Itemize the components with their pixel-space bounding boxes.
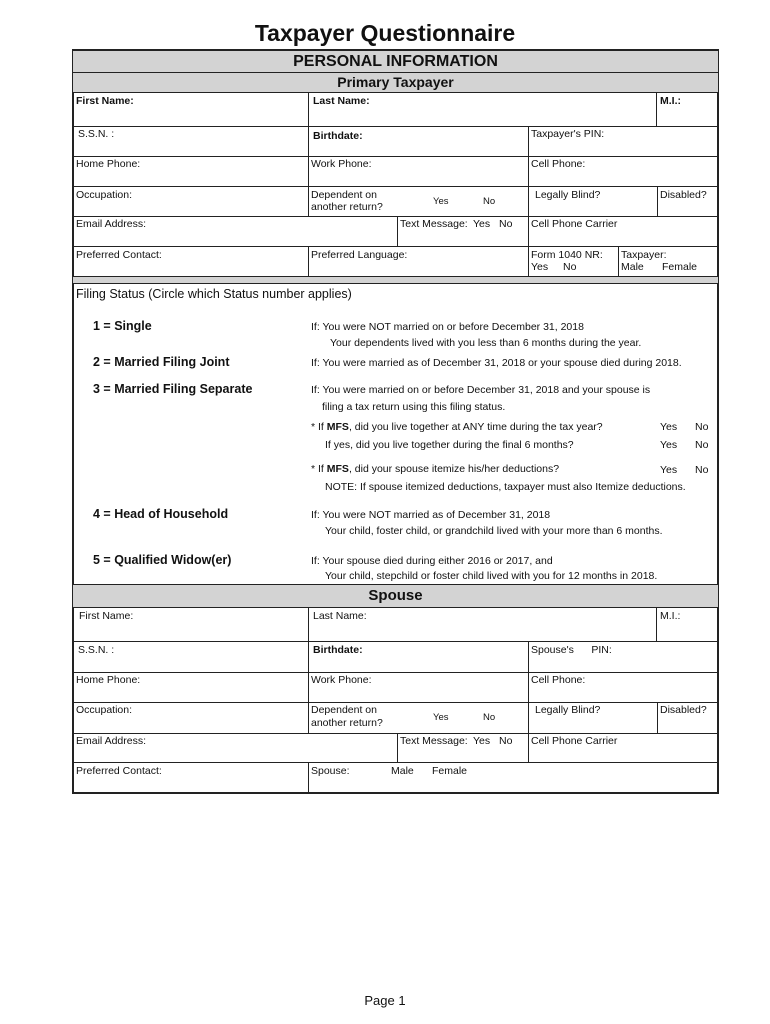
- spouse-cell-carrier-label: Cell Phone Carrier: [531, 735, 618, 747]
- divider: [528, 156, 529, 186]
- ssn-label: S.S.N. :: [78, 128, 115, 140]
- spouse-disabled-label: Disabled?: [660, 704, 707, 716]
- divider: [528, 126, 529, 156]
- single-condition-line2: Your dependents lived with you less than 6 months during the year.: [330, 337, 642, 349]
- mi-label: M.I.:: [660, 95, 681, 107]
- q2-no-option[interactable]: No: [695, 439, 709, 451]
- qw-condition-line2: Your child, stepchild or foster child lived with you for 12 months in 2018.: [325, 570, 658, 582]
- spouse-email-label: Email Address:: [76, 735, 147, 747]
- qw-condition: If: Your spouse died during either 2016 or 2017, and: [311, 555, 553, 567]
- divider: [308, 186, 309, 216]
- spouse-gender-label: Spouse:: [311, 765, 350, 777]
- q1-no-option[interactable]: No: [695, 421, 709, 433]
- filing-status-mfj[interactable]: 2 = Married Filing Joint: [93, 355, 230, 369]
- divider: [528, 246, 529, 276]
- spouse-ssn-label: S.S.N. :: [78, 644, 115, 656]
- divider: [308, 672, 309, 702]
- spouse-dependent-label-line2: another return?: [311, 717, 383, 729]
- spouse-cell-phone-label: Cell Phone:: [531, 674, 586, 686]
- spouse-birthdate-label: Birthdate:: [313, 644, 363, 656]
- spouse-text-message-yes-option[interactable]: Yes: [473, 735, 491, 747]
- divider: [73, 186, 718, 187]
- divider: [656, 92, 657, 126]
- occupation-label: Occupation:: [76, 189, 133, 201]
- spouse-work-phone-label: Work Phone:: [311, 674, 372, 686]
- q2-yes-option[interactable]: Yes: [660, 439, 678, 451]
- spouse-pin-label: Spouse's PIN:: [531, 644, 612, 656]
- divider: [73, 607, 718, 608]
- divider: [657, 702, 658, 733]
- personal-info-header: PERSONAL INFORMATION: [73, 51, 718, 72]
- cell-carrier-label: Cell Phone Carrier: [531, 218, 618, 230]
- legally-blind-label: Legally Blind?: [535, 189, 601, 201]
- divider: [73, 762, 718, 763]
- spouse-dependent-no-option[interactable]: No: [483, 712, 496, 723]
- filing-status-qw[interactable]: 5 = Qualified Widow(er): [93, 553, 232, 567]
- spouse-female-option[interactable]: Female: [432, 765, 468, 777]
- dependent-label-line2: another return?: [311, 201, 383, 213]
- divider: [73, 283, 718, 284]
- spouse-text-message-no-option[interactable]: No: [499, 735, 513, 747]
- dependent-label: Dependent on: [311, 189, 377, 201]
- spouse-dependent-yes-option[interactable]: Yes: [433, 712, 449, 723]
- text-message-yes-option[interactable]: Yes: [473, 218, 491, 230]
- divider: [308, 156, 309, 186]
- text-message-label: Text Message:: [400, 218, 468, 230]
- form-1040nr-yes-option[interactable]: Yes: [531, 261, 549, 273]
- home-phone-label: Home Phone:: [76, 158, 141, 170]
- spouse-home-phone-label: Home Phone:: [76, 674, 141, 686]
- divider: [308, 92, 309, 126]
- taxpayer-female-option[interactable]: Female: [662, 261, 698, 273]
- mfs-condition: If: You were married on or before December 31, 2018 and your spouse is: [311, 384, 651, 396]
- divider: [73, 672, 718, 673]
- divider: [656, 607, 657, 641]
- hoh-condition-line2: Your child, foster child, or grandchild lived with your more than 6 months.: [325, 525, 663, 537]
- divider: [73, 641, 718, 642]
- preferred-contact-label: Preferred Contact:: [76, 249, 162, 261]
- primary-taxpayer-header: Primary Taxpayer: [73, 73, 718, 92]
- taxpayer-male-option[interactable]: Male: [621, 261, 644, 273]
- page-title: Taxpayer Questionnaire: [254, 20, 516, 46]
- divider: [308, 641, 309, 672]
- last-name-label: Last Name:: [313, 95, 370, 107]
- mfs-question-itemize: * If MFS, did your spouse itemize his/her deductions?: [311, 463, 560, 475]
- filing-status-hoh[interactable]: 4 = Head of Household: [93, 507, 229, 521]
- mfs-question-lived-together: * If MFS, did you live together at ANY time during the tax year?: [311, 421, 603, 433]
- form-1040nr-label: Form 1040 NR:: [531, 249, 603, 261]
- divider: [73, 156, 718, 157]
- spouse-first-name-label: First Name:: [79, 610, 134, 622]
- preferred-language-label: Preferred Language:: [311, 249, 408, 261]
- spouse-male-option[interactable]: Male: [391, 765, 414, 777]
- filing-status-mfs[interactable]: 3 = Married Filing Separate: [93, 382, 253, 396]
- divider: [73, 733, 718, 734]
- q3-yes-option[interactable]: Yes: [660, 464, 678, 476]
- hoh-condition: If: You were NOT married as of December 31, 2018: [311, 509, 551, 521]
- spouse-header: Spouse: [73, 585, 718, 607]
- q1-yes-option[interactable]: Yes: [660, 421, 678, 433]
- itemize-note: NOTE: If spouse itemized deductions, taxpayer must also Itemize deductions.: [325, 481, 686, 493]
- divider: [528, 702, 529, 762]
- taxpayer-pin-label: Taxpayer's PIN:: [531, 128, 605, 140]
- q3-no-option[interactable]: No: [695, 464, 709, 476]
- spouse-preferred-contact-label: Preferred Contact:: [76, 765, 162, 777]
- single-condition: If: You were NOT married on or before December 31, 2018: [311, 321, 584, 333]
- work-phone-label: Work Phone:: [311, 158, 372, 170]
- spouse-dependent-label: Dependent on: [311, 704, 377, 716]
- first-name-label: First Name:: [76, 95, 134, 107]
- email-label: Email Address:: [76, 218, 147, 230]
- mfs-question-final-six-months: If yes, did you live together during the final 6 months?: [325, 439, 574, 451]
- divider: [528, 672, 529, 702]
- cell-phone-label: Cell Phone:: [531, 158, 586, 170]
- spouse-text-message-label: Text Message:: [400, 735, 468, 747]
- divider: [657, 186, 658, 216]
- birthdate-label: Birthdate:: [313, 130, 363, 142]
- divider: [308, 607, 309, 641]
- spouse-legally-blind-label: Legally Blind?: [535, 704, 601, 716]
- spouse-last-name-label: Last Name:: [313, 610, 367, 622]
- divider: [308, 246, 309, 276]
- disabled-label: Disabled?: [660, 189, 707, 201]
- mfj-condition: If: You were married as of December 31, 2018 or your spouse died during 2018.: [311, 357, 682, 369]
- form-1040nr-no-option[interactable]: No: [563, 261, 577, 273]
- divider: [308, 762, 309, 793]
- divider: [73, 126, 718, 127]
- divider: [618, 246, 619, 276]
- dependent-yes-option[interactable]: Yes: [433, 196, 449, 207]
- divider: [73, 216, 718, 217]
- divider: [308, 126, 309, 156]
- taxpayer-gender-label: Taxpayer:: [621, 249, 667, 261]
- spouse-mi-label: M.I.:: [660, 610, 681, 622]
- filing-status-single[interactable]: 1 = Single: [93, 319, 152, 333]
- dependent-no-option[interactable]: No: [483, 196, 496, 207]
- divider: [73, 92, 718, 93]
- filing-status-header: Filing Status (Circle which Status number applies): [76, 287, 352, 301]
- mfs-condition-line2: filing a tax return using this filing status.: [322, 401, 506, 413]
- divider: [73, 246, 718, 247]
- text-message-no-option[interactable]: No: [499, 218, 513, 230]
- divider: [308, 702, 309, 733]
- divider: [397, 733, 398, 762]
- spouse-occupation-label: Occupation:: [76, 704, 133, 716]
- page-number: Page 1: [364, 993, 406, 1008]
- divider: [73, 702, 718, 703]
- divider: [397, 216, 398, 246]
- divider: [528, 641, 529, 672]
